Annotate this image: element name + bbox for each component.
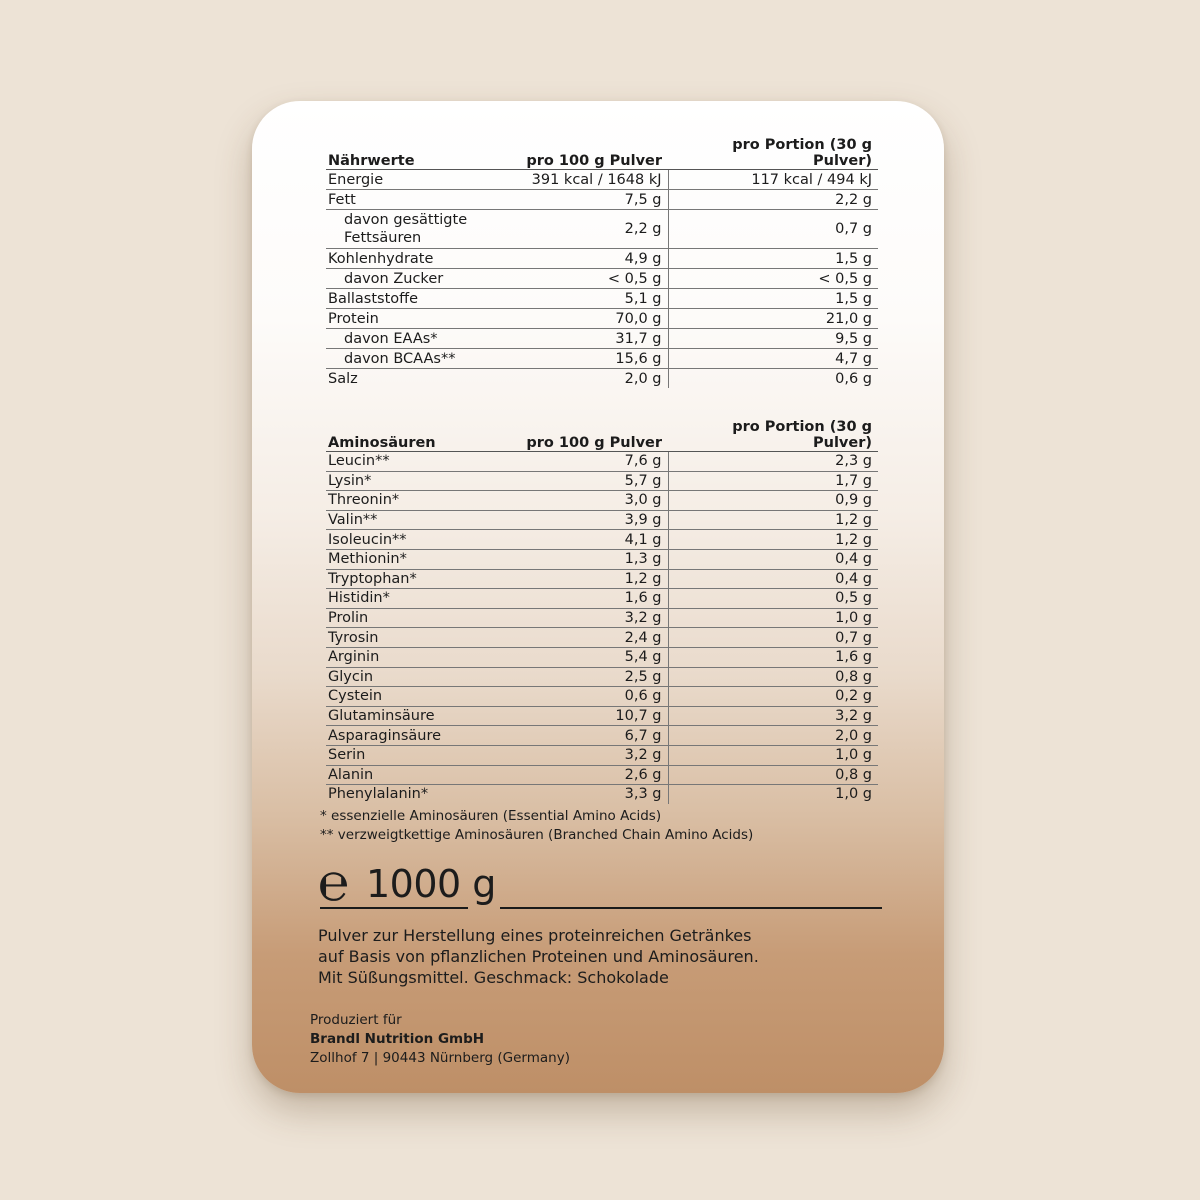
- producer-info: [310, 1011, 570, 1068]
- amino-per100: 3,0 g: [516, 491, 668, 511]
- nutrient-per100: 31,7 g: [516, 329, 668, 349]
- amino-name: Tryptophan*: [326, 569, 516, 589]
- description-line: Pulver zur Herstellung eines proteinreichen Getränkes: [318, 926, 752, 945]
- amino-row: [326, 667, 878, 687]
- nutrient-per100: 5,1 g: [516, 289, 668, 309]
- amino-per100: 5,7 g: [516, 471, 668, 491]
- nutrition-label-card: [252, 101, 944, 1093]
- amino-per-portion: 1,2 g: [668, 510, 878, 530]
- nutrition-row: [326, 210, 878, 249]
- nutrient-name: davon Zucker: [326, 269, 516, 289]
- nutrient-name-line1: davon gesättigte: [344, 212, 468, 228]
- amino-per100: 2,5 g: [516, 667, 668, 687]
- amino-name: Tyrosin: [326, 628, 516, 648]
- amino-per-portion: 0,4 g: [668, 549, 878, 569]
- nutrient-per-portion: 0,6 g: [835, 370, 872, 387]
- nutrition-row: [326, 289, 878, 309]
- amino-name: Glutaminsäure: [326, 706, 516, 726]
- producer-label: Produziert für: [310, 1012, 402, 1028]
- nutrient-per-portion: 2,2 g: [668, 190, 878, 210]
- amino-row: [326, 491, 878, 511]
- amino-row: [326, 510, 878, 530]
- nutrient-per-portion: 4,7 g: [668, 349, 878, 369]
- nutrient-per100: 391 kcal / 1648 kJ: [516, 170, 668, 190]
- amino-header-per100: pro 100 g Pulver: [516, 419, 668, 452]
- amino-row: [326, 706, 878, 726]
- nutrient-per100: 2,2 g: [516, 210, 668, 249]
- amino-name: Phenylalanin*: [328, 786, 429, 803]
- nutrient-name: Fett: [326, 190, 516, 210]
- net-weight-underline: [320, 907, 468, 909]
- nutrient-per100: 4,9 g: [516, 249, 668, 269]
- nutrient-name: davon EAAs*: [326, 329, 516, 349]
- amino-per-portion: 3,2 g: [668, 706, 878, 726]
- nutrient-per-portion: 9,5 g: [668, 329, 878, 349]
- estimated-sign-icon: ℮: [318, 853, 350, 913]
- nutrition-row: [326, 349, 878, 369]
- nutrition-row: [326, 369, 878, 389]
- footnotes: [320, 807, 753, 845]
- nutrient-per100: 2,0 g: [516, 369, 668, 389]
- amino-per100: 7,6 g: [516, 452, 668, 472]
- nutrition-row: [326, 329, 878, 349]
- amino-row: [326, 765, 878, 785]
- nutrient-name: [326, 210, 516, 249]
- amino-per-portion: 1,2 g: [668, 530, 878, 550]
- amino-row: [326, 471, 878, 491]
- nutrient-name: Kohlenhydrate: [326, 249, 516, 269]
- nutrient-name: Protein: [326, 309, 516, 329]
- amino-row: [326, 452, 878, 472]
- nutrition-header-row: [326, 137, 878, 170]
- nutrient-per-portion: 1,5 g: [668, 289, 878, 309]
- nutrient-per-portion: 117 kcal / 494 kJ: [668, 170, 878, 190]
- amino-row: [326, 530, 878, 550]
- footnote-essential: * essenzielle Aminosäuren (Essential Amino Acids): [320, 808, 662, 824]
- amino-name: Methionin*: [326, 549, 516, 569]
- amino-row: [326, 589, 878, 609]
- net-weight-value: 1000 g: [366, 862, 496, 906]
- amino-row: [326, 549, 878, 569]
- amino-per-portion: 2,3 g: [668, 452, 878, 472]
- nutrient-name: davon BCAAs**: [326, 349, 516, 369]
- amino-name: Asparaginsäure: [326, 726, 516, 746]
- amino-row: [326, 726, 878, 746]
- amino-per100: 5,4 g: [516, 647, 668, 667]
- amino-name: Histidin*: [326, 589, 516, 609]
- nutrient-per-portion: 1,5 g: [668, 249, 878, 269]
- amino-per100: 1,6 g: [516, 589, 668, 609]
- product-description: [318, 925, 759, 988]
- amino-per100: 3,2 g: [516, 745, 668, 765]
- amino-row: [326, 628, 878, 648]
- amino-per-portion: 2,0 g: [668, 726, 878, 746]
- amino-name: Glycin: [326, 667, 516, 687]
- amino-name: Serin: [326, 745, 516, 765]
- amino-per-portion: 1,0 g: [668, 745, 878, 765]
- amino-acid-table: [326, 419, 878, 804]
- amino-row: [326, 569, 878, 589]
- nutrient-name-line2: Fettsäuren: [344, 230, 422, 246]
- nutrient-name: Ballaststoffe: [326, 289, 516, 309]
- amino-row: [326, 608, 878, 628]
- amino-per-portion: 1,6 g: [668, 647, 878, 667]
- amino-per100: 1,2 g: [516, 569, 668, 589]
- nutrition-row: [326, 170, 878, 190]
- nutrient-name: Salz: [328, 370, 358, 387]
- nutrient-per100: 15,6 g: [516, 349, 668, 369]
- amino-per100: 6,7 g: [516, 726, 668, 746]
- amino-per100: 1,3 g: [516, 549, 668, 569]
- amino-name: Valin**: [326, 510, 516, 530]
- nutrition-row: [326, 269, 878, 289]
- amino-per-portion: 1,7 g: [668, 471, 878, 491]
- amino-name: Isoleucin**: [326, 530, 516, 550]
- nutrition-header-name: Nährwerte: [326, 137, 516, 170]
- amino-row: [326, 745, 878, 765]
- amino-per-portion: 0,7 g: [668, 628, 878, 648]
- nutrient-per-portion: 0,7 g: [668, 210, 878, 249]
- nutrition-row: [326, 190, 878, 210]
- nutrient-per100: 70,0 g: [516, 309, 668, 329]
- amino-header-per-portion: pro Portion (30 g Pulver): [668, 419, 878, 452]
- amino-row: [326, 785, 878, 804]
- nutrient-name: Energie: [326, 170, 516, 190]
- amino-per-portion: 1,0 g: [835, 786, 872, 803]
- amino-name: Cystein: [326, 687, 516, 707]
- amino-per100: 4,1 g: [516, 530, 668, 550]
- amino-per-portion: 0,9 g: [668, 491, 878, 511]
- nutrition-table: [326, 137, 878, 388]
- nutrient-per-portion: 21,0 g: [668, 309, 878, 329]
- amino-per100: 10,7 g: [516, 706, 668, 726]
- amino-per-portion: 0,5 g: [668, 589, 878, 609]
- amino-per-portion: 1,0 g: [668, 608, 878, 628]
- net-weight-rule: [500, 907, 882, 909]
- nutrient-per100: < 0,5 g: [516, 269, 668, 289]
- amino-row: [326, 687, 878, 707]
- amino-row: [326, 647, 878, 667]
- amino-name: Threonin*: [326, 491, 516, 511]
- amino-name: Arginin: [326, 647, 516, 667]
- amino-per100: 3,9 g: [516, 510, 668, 530]
- amino-per-portion: 0,2 g: [668, 687, 878, 707]
- description-line: Mit Süßungsmittel. Geschmack: Schokolade: [318, 968, 669, 987]
- nutrient-per-portion: < 0,5 g: [668, 269, 878, 289]
- producer-address: Zollhof 7 | 90443 Nürnberg (Germany): [310, 1050, 570, 1066]
- amino-name: Alanin: [326, 765, 516, 785]
- amino-per100: 0,6 g: [516, 687, 668, 707]
- amino-header-row: [326, 419, 878, 452]
- description-line: auf Basis von pflanzlichen Proteinen und Aminosäuren.: [318, 947, 759, 966]
- amino-per100: 3,3 g: [516, 785, 668, 804]
- footnote-branched-chain: ** verzweigtkettige Aminosäuren (Branched Chain Amino Acids): [320, 827, 754, 843]
- amino-name: Prolin: [326, 608, 516, 628]
- amino-per-portion: 0,8 g: [668, 667, 878, 687]
- amino-per100: 2,4 g: [516, 628, 668, 648]
- net-weight: [318, 853, 882, 915]
- amino-per-portion: 0,8 g: [668, 765, 878, 785]
- nutrition-row: [326, 249, 878, 269]
- amino-per-portion: 0,4 g: [668, 569, 878, 589]
- nutrient-per100: 7,5 g: [516, 190, 668, 210]
- producer-company: Brandl Nutrition GmbH: [310, 1031, 485, 1047]
- nutrition-header-per100: pro 100 g Pulver: [516, 137, 668, 170]
- amino-name: Lysin*: [326, 471, 516, 491]
- amino-per100: 3,2 g: [516, 608, 668, 628]
- amino-per100: 2,6 g: [516, 765, 668, 785]
- nutrition-header-per-portion: pro Portion (30 g Pulver): [668, 137, 878, 170]
- nutrition-row: [326, 309, 878, 329]
- amino-header-name: Aminosäuren: [326, 419, 516, 452]
- amino-name: Leucin**: [326, 452, 516, 472]
